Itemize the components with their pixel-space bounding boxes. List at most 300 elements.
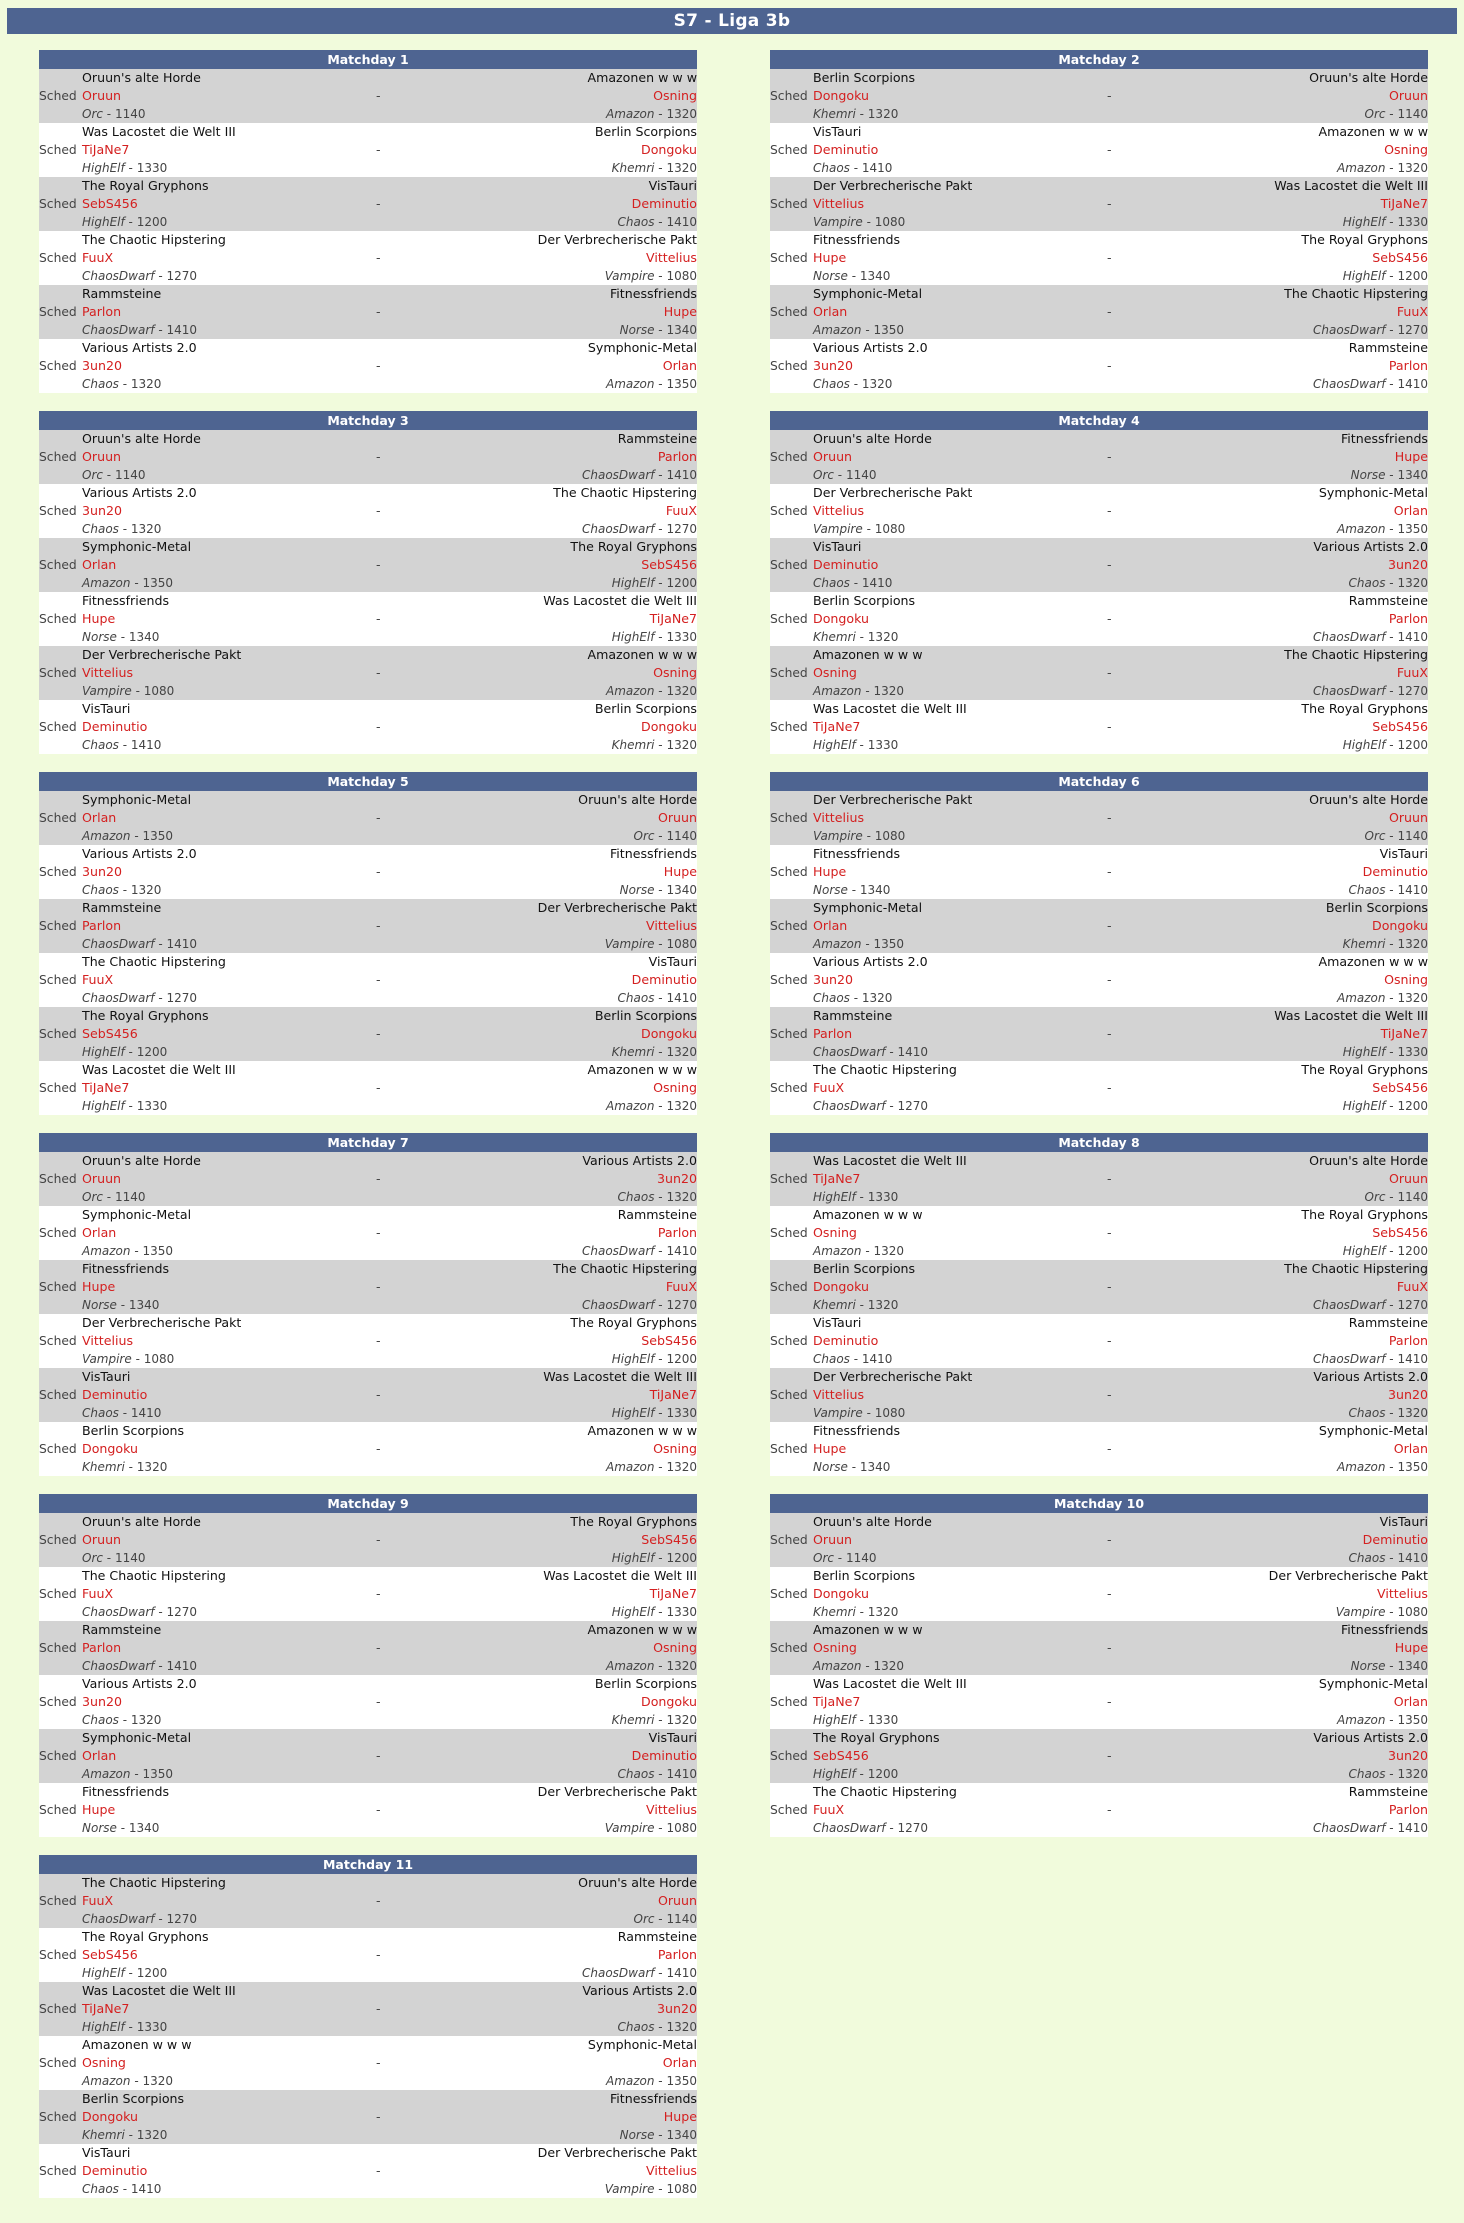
away-coach[interactable]: TiJaNe7	[649, 1387, 697, 1402]
sched-link[interactable]: Sched	[770, 89, 808, 103]
home-coach[interactable]: 3un20	[82, 864, 123, 879]
home-team-name[interactable]: Symphonic-Metal	[813, 286, 923, 301]
away-coach[interactable]: Oruun	[1388, 88, 1428, 103]
home-team-name[interactable]: Der Verbrecherische Pakt	[813, 485, 973, 500]
away-team-name[interactable]: VisTauri	[648, 1730, 697, 1745]
home-team-name[interactable]: Amazonen w w w	[813, 1622, 923, 1637]
home-team-name[interactable]: The Royal Gryphons	[82, 178, 209, 193]
home-coach[interactable]: Hupe	[813, 1441, 847, 1456]
away-team-name[interactable]: The Royal Gryphons	[570, 539, 697, 554]
home-team-name[interactable]: Berlin Scorpions	[813, 1568, 916, 1583]
sched-link[interactable]: Sched	[770, 1172, 808, 1186]
home-coach[interactable]: Dongoku	[813, 88, 869, 103]
away-coach[interactable]: Osning	[653, 1640, 697, 1655]
away-team-name[interactable]: Der Verbrecherische Pakt	[537, 900, 697, 915]
home-team-name[interactable]: Rammsteine	[82, 900, 162, 915]
away-coach[interactable]: Osning	[653, 665, 697, 680]
away-coach[interactable]: Hupe	[663, 864, 697, 879]
away-coach[interactable]: Orlan	[662, 2055, 697, 2070]
home-coach[interactable]: Osning	[813, 1225, 857, 1240]
away-coach[interactable]: Orlan	[1393, 1441, 1428, 1456]
home-coach[interactable]: 3un20	[82, 358, 123, 373]
home-team-name[interactable]: Amazonen w w w	[813, 647, 923, 662]
home-coach[interactable]: Vittelius	[82, 665, 134, 680]
away-team-name[interactable]: Berlin Scorpions	[594, 701, 697, 716]
home-coach[interactable]: TiJaNe7	[82, 2001, 130, 2016]
home-coach[interactable]: Orlan	[82, 1225, 117, 1240]
sched-link[interactable]: Sched	[770, 1388, 808, 1402]
home-team-name[interactable]: The Chaotic Hipstering	[82, 1875, 226, 1890]
home-coach[interactable]: Osning	[82, 2055, 126, 2070]
away-team-name[interactable]: Fitnessfriends	[1340, 431, 1428, 446]
home-team-name[interactable]: Der Verbrecherische Pakt	[813, 1369, 973, 1384]
sched-link[interactable]: Sched	[39, 305, 77, 319]
home-team-name[interactable]: Was Lacostet die Welt III	[82, 124, 236, 139]
home-coach[interactable]: Oruun	[813, 449, 853, 464]
home-team-name[interactable]: Berlin Scorpions	[813, 1261, 916, 1276]
home-coach[interactable]: FuuX	[82, 250, 114, 265]
away-coach[interactable]: Hupe	[663, 304, 697, 319]
sched-link[interactable]: Sched	[770, 1641, 808, 1655]
sched-link[interactable]: Sched	[770, 251, 808, 265]
away-team-name[interactable]: Rammsteine	[617, 1929, 697, 1944]
home-coach[interactable]: TiJaNe7	[813, 1694, 861, 1709]
away-coach[interactable]: Orlan	[1393, 1694, 1428, 1709]
home-coach[interactable]: SebS456	[82, 1947, 138, 1962]
sched-link[interactable]: Sched	[770, 1803, 808, 1817]
home-coach[interactable]: Oruun	[82, 1171, 122, 1186]
home-team-name[interactable]: Oruun's alte Horde	[82, 70, 201, 85]
home-coach[interactable]: 3un20	[813, 358, 854, 373]
home-coach[interactable]: Dongoku	[82, 1441, 138, 1456]
sched-link[interactable]: Sched	[39, 720, 77, 734]
sched-link[interactable]: Sched	[770, 1226, 808, 1240]
sched-link[interactable]: Sched	[39, 1749, 77, 1763]
home-team-name[interactable]: VisTauri	[82, 701, 131, 716]
away-coach[interactable]: Hupe	[663, 2109, 697, 2124]
home-coach[interactable]: Dongoku	[813, 1586, 869, 1601]
sched-link[interactable]: Sched	[39, 2056, 77, 2070]
sched-link[interactable]: Sched	[39, 359, 77, 373]
away-coach[interactable]: 3un20	[656, 1171, 697, 1186]
home-coach[interactable]: Parlon	[813, 1026, 853, 1041]
home-coach[interactable]: Hupe	[813, 250, 847, 265]
home-team-name[interactable]: Berlin Scorpions	[82, 2091, 185, 2106]
away-team-name[interactable]: Amazonen w w w	[587, 70, 697, 85]
sched-link[interactable]: Sched	[39, 1533, 77, 1547]
away-coach[interactable]: TiJaNe7	[1380, 1026, 1428, 1041]
away-team-name[interactable]: Amazonen w w w	[587, 1622, 697, 1637]
home-team-name[interactable]: Rammsteine	[82, 286, 162, 301]
away-team-name[interactable]: The Royal Gryphons	[1301, 1207, 1428, 1222]
sched-link[interactable]: Sched	[770, 1587, 808, 1601]
home-team-name[interactable]: Der Verbrecherische Pakt	[82, 1315, 242, 1330]
sched-link[interactable]: Sched	[39, 89, 77, 103]
away-coach[interactable]: TiJaNe7	[649, 611, 697, 626]
home-coach[interactable]: Parlon	[82, 918, 122, 933]
away-coach[interactable]: Dongoku	[1372, 918, 1428, 933]
away-coach[interactable]: Dongoku	[641, 719, 697, 734]
home-coach[interactable]: Dongoku	[813, 1279, 869, 1294]
away-coach[interactable]: 3un20	[656, 2001, 697, 2016]
away-team-name[interactable]: The Chaotic Hipstering	[1284, 286, 1428, 301]
home-team-name[interactable]: Fitnessfriends	[82, 593, 170, 608]
home-team-name[interactable]: Oruun's alte Horde	[82, 1153, 201, 1168]
sched-link[interactable]: Sched	[39, 450, 77, 464]
home-team-name[interactable]: Symphonic-Metal	[82, 792, 192, 807]
away-team-name[interactable]: Rammsteine	[1348, 340, 1428, 355]
home-coach[interactable]: Orlan	[813, 918, 848, 933]
sched-link[interactable]: Sched	[770, 612, 808, 626]
home-team-name[interactable]: Fitnessfriends	[82, 1784, 170, 1799]
home-team-name[interactable]: Symphonic-Metal	[813, 900, 923, 915]
home-team-name[interactable]: The Chaotic Hipstering	[813, 1784, 957, 1799]
away-team-name[interactable]: VisTauri	[648, 178, 697, 193]
home-coach[interactable]: 3un20	[813, 972, 854, 987]
away-coach[interactable]: Deminutio	[631, 196, 697, 211]
sched-link[interactable]: Sched	[770, 720, 808, 734]
sched-link[interactable]: Sched	[770, 450, 808, 464]
away-coach[interactable]: Vittelius	[645, 1802, 697, 1817]
home-team-name[interactable]: The Royal Gryphons	[82, 1008, 209, 1023]
home-team-name[interactable]: VisTauri	[813, 1315, 862, 1330]
home-team-name[interactable]: Various Artists 2.0	[813, 954, 928, 969]
sched-link[interactable]: Sched	[39, 1442, 77, 1456]
home-coach[interactable]: Vittelius	[813, 196, 865, 211]
home-team-name[interactable]: Was Lacostet die Welt III	[813, 701, 967, 716]
sched-link[interactable]: Sched	[39, 1587, 77, 1601]
away-team-name[interactable]: Rammsteine	[1348, 1784, 1428, 1799]
home-coach[interactable]: Vittelius	[82, 1333, 134, 1348]
sched-link[interactable]: Sched	[39, 811, 77, 825]
sched-link[interactable]: Sched	[39, 251, 77, 265]
away-coach[interactable]: FuuX	[665, 1279, 697, 1294]
home-coach[interactable]: TiJaNe7	[813, 1171, 861, 1186]
away-team-name[interactable]: VisTauri	[1379, 1514, 1428, 1529]
sched-link[interactable]: Sched	[770, 1081, 808, 1095]
away-team-name[interactable]: The Chaotic Hipstering	[1284, 647, 1428, 662]
away-coach[interactable]: Dongoku	[641, 1026, 697, 1041]
away-team-name[interactable]: Fitnessfriends	[609, 2091, 697, 2106]
away-team-name[interactable]: Was Lacostet die Welt III	[1274, 178, 1428, 193]
away-team-name[interactable]: Symphonic-Metal	[587, 2037, 697, 2052]
away-team-name[interactable]: Amazonen w w w	[1318, 954, 1428, 969]
home-team-name[interactable]: VisTauri	[813, 124, 862, 139]
home-coach[interactable]: Vittelius	[813, 503, 865, 518]
sched-link[interactable]: Sched	[39, 1226, 77, 1240]
home-coach[interactable]: Parlon	[82, 304, 122, 319]
sched-link[interactable]: Sched	[39, 1334, 77, 1348]
home-coach[interactable]: Hupe	[813, 864, 847, 879]
home-team-name[interactable]: The Royal Gryphons	[813, 1730, 940, 1745]
sched-link[interactable]: Sched	[770, 811, 808, 825]
home-coach[interactable]: Orlan	[82, 557, 117, 572]
home-team-name[interactable]: The Royal Gryphons	[82, 1929, 209, 1944]
home-team-name[interactable]: Der Verbrecherische Pakt	[813, 792, 973, 807]
home-team-name[interactable]: Berlin Scorpions	[813, 593, 916, 608]
sched-link[interactable]: Sched	[39, 2164, 77, 2178]
away-coach[interactable]: Parlon	[657, 449, 697, 464]
home-team-name[interactable]: Amazonen w w w	[813, 1207, 923, 1222]
sched-link[interactable]: Sched	[770, 359, 808, 373]
away-team-name[interactable]: Berlin Scorpions	[594, 1008, 697, 1023]
home-coach[interactable]: Hupe	[82, 1802, 116, 1817]
away-team-name[interactable]: Symphonic-Metal	[1318, 485, 1428, 500]
home-team-name[interactable]: Oruun's alte Horde	[82, 431, 201, 446]
sched-link[interactable]: Sched	[770, 865, 808, 879]
away-coach[interactable]: Vittelius	[1376, 1586, 1428, 1601]
home-team-name[interactable]: The Chaotic Hipstering	[82, 954, 226, 969]
home-team-name[interactable]: Various Artists 2.0	[82, 485, 197, 500]
home-team-name[interactable]: VisTauri	[82, 2145, 131, 2160]
home-coach[interactable]: Hupe	[82, 611, 116, 626]
away-coach[interactable]: Oruun	[1388, 810, 1428, 825]
away-coach[interactable]: SebS456	[1372, 1225, 1428, 1240]
away-coach[interactable]: FuuX	[1396, 304, 1428, 319]
sched-link[interactable]: Sched	[39, 2110, 77, 2124]
home-coach[interactable]: Parlon	[82, 1640, 122, 1655]
away-coach[interactable]: FuuX	[665, 503, 697, 518]
home-team-name[interactable]: The Chaotic Hipstering	[82, 232, 226, 247]
home-team-name[interactable]: Der Verbrecherische Pakt	[813, 178, 973, 193]
sched-link[interactable]: Sched	[39, 2002, 77, 2016]
away-team-name[interactable]: Oruun's alte Horde	[1309, 792, 1428, 807]
sched-link[interactable]: Sched	[39, 1894, 77, 1908]
away-team-name[interactable]: Rammsteine	[617, 1207, 697, 1222]
home-coach[interactable]: 3un20	[82, 503, 123, 518]
away-team-name[interactable]: Der Verbrecherische Pakt	[537, 2145, 697, 2160]
away-coach[interactable]: Osning	[653, 1441, 697, 1456]
sched-link[interactable]: Sched	[39, 558, 77, 572]
home-team-name[interactable]: Rammsteine	[82, 1622, 162, 1637]
home-coach[interactable]: TiJaNe7	[82, 142, 130, 157]
away-coach[interactable]: Parlon	[657, 1225, 697, 1240]
home-coach[interactable]: Osning	[813, 665, 857, 680]
home-team-name[interactable]: Fitnessfriends	[813, 1423, 901, 1438]
away-coach[interactable]: Hupe	[1394, 1640, 1428, 1655]
away-team-name[interactable]: The Royal Gryphons	[1301, 232, 1428, 247]
away-team-name[interactable]: Various Artists 2.0	[1313, 539, 1428, 554]
away-team-name[interactable]: Oruun's alte Horde	[578, 1875, 697, 1890]
away-team-name[interactable]: Oruun's alte Horde	[1309, 70, 1428, 85]
home-coach[interactable]: Deminutio	[813, 142, 879, 157]
home-coach[interactable]: Dongoku	[82, 2109, 138, 2124]
away-coach[interactable]: Deminutio	[1362, 1532, 1428, 1547]
home-team-name[interactable]: Was Lacostet die Welt III	[813, 1676, 967, 1691]
sched-link[interactable]: Sched	[770, 558, 808, 572]
sched-link[interactable]: Sched	[770, 1280, 808, 1294]
sched-link[interactable]: Sched	[39, 143, 77, 157]
home-coach[interactable]: FuuX	[82, 1893, 114, 1908]
home-team-name[interactable]: Symphonic-Metal	[82, 539, 192, 554]
sched-link[interactable]: Sched	[770, 919, 808, 933]
home-coach[interactable]: Oruun	[82, 449, 122, 464]
away-coach[interactable]: SebS456	[641, 557, 697, 572]
away-team-name[interactable]: Oruun's alte Horde	[578, 792, 697, 807]
away-team-name[interactable]: The Chaotic Hipstering	[553, 1261, 697, 1276]
home-team-name[interactable]: The Chaotic Hipstering	[813, 1062, 957, 1077]
away-team-name[interactable]: Symphonic-Metal	[1318, 1423, 1428, 1438]
sched-link[interactable]: Sched	[770, 143, 808, 157]
home-team-name[interactable]: Various Artists 2.0	[82, 846, 197, 861]
sched-link[interactable]: Sched	[770, 1334, 808, 1348]
home-coach[interactable]: Oruun	[82, 88, 122, 103]
away-coach[interactable]: Dongoku	[641, 142, 697, 157]
sched-link[interactable]: Sched	[770, 197, 808, 211]
away-coach[interactable]: Vittelius	[645, 2163, 697, 2178]
sched-link[interactable]: Sched	[770, 1695, 808, 1709]
away-team-name[interactable]: Various Artists 2.0	[582, 1983, 697, 1998]
away-coach[interactable]: Orlan	[1393, 503, 1428, 518]
home-coach[interactable]: SebS456	[82, 196, 138, 211]
home-team-name[interactable]: Oruun's alte Horde	[813, 1514, 932, 1529]
away-team-name[interactable]: Fitnessfriends	[609, 286, 697, 301]
away-coach[interactable]: Vittelius	[645, 250, 697, 265]
home-team-name[interactable]: Amazonen w w w	[82, 2037, 192, 2052]
away-team-name[interactable]: Berlin Scorpions	[1325, 900, 1428, 915]
sched-link[interactable]: Sched	[39, 1948, 77, 1962]
sched-link[interactable]: Sched	[39, 612, 77, 626]
away-coach[interactable]: SebS456	[641, 1333, 697, 1348]
sched-link[interactable]: Sched	[39, 865, 77, 879]
away-coach[interactable]: Osning	[1384, 142, 1428, 157]
sched-link[interactable]: Sched	[770, 1027, 808, 1041]
away-team-name[interactable]: Symphonic-Metal	[587, 340, 697, 355]
home-coach[interactable]: SebS456	[82, 1026, 138, 1041]
home-coach[interactable]: Dongoku	[813, 611, 869, 626]
away-team-name[interactable]: Various Artists 2.0	[1313, 1730, 1428, 1745]
away-team-name[interactable]: The Chaotic Hipstering	[553, 485, 697, 500]
home-coach[interactable]: Deminutio	[813, 1333, 879, 1348]
home-coach[interactable]: Deminutio	[82, 2163, 148, 2178]
home-coach[interactable]: SebS456	[813, 1748, 869, 1763]
away-team-name[interactable]: Berlin Scorpions	[594, 124, 697, 139]
away-coach[interactable]: Oruun	[657, 1893, 697, 1908]
home-team-name[interactable]: Was Lacostet die Welt III	[82, 1062, 236, 1077]
home-coach[interactable]: FuuX	[82, 1586, 114, 1601]
away-team-name[interactable]: The Royal Gryphons	[1301, 701, 1428, 716]
away-team-name[interactable]: Fitnessfriends	[1340, 1622, 1428, 1637]
sched-link[interactable]: Sched	[39, 1172, 77, 1186]
away-coach[interactable]: Orlan	[662, 358, 697, 373]
home-coach[interactable]: FuuX	[813, 1802, 845, 1817]
away-team-name[interactable]: Der Verbrecherische Pakt	[537, 1784, 697, 1799]
home-coach[interactable]: Vittelius	[813, 810, 865, 825]
away-coach[interactable]: SebS456	[1372, 1080, 1428, 1095]
away-coach[interactable]: Hupe	[1394, 449, 1428, 464]
away-team-name[interactable]: Amazonen w w w	[587, 1062, 697, 1077]
sched-link[interactable]: Sched	[770, 1442, 808, 1456]
home-coach[interactable]: Vittelius	[813, 1387, 865, 1402]
home-team-name[interactable]: Various Artists 2.0	[813, 340, 928, 355]
home-coach[interactable]: Hupe	[82, 1279, 116, 1294]
away-team-name[interactable]: Rammsteine	[617, 431, 697, 446]
home-team-name[interactable]: Der Verbrecherische Pakt	[82, 647, 242, 662]
home-team-name[interactable]: Fitnessfriends	[813, 846, 901, 861]
home-team-name[interactable]: Symphonic-Metal	[82, 1730, 192, 1745]
away-team-name[interactable]: Fitnessfriends	[609, 846, 697, 861]
away-team-name[interactable]: Der Verbrecherische Pakt	[537, 232, 697, 247]
away-coach[interactable]: Dongoku	[641, 1694, 697, 1709]
home-coach[interactable]: Deminutio	[82, 1387, 148, 1402]
away-coach[interactable]: TiJaNe7	[1380, 196, 1428, 211]
away-team-name[interactable]: Rammsteine	[1348, 593, 1428, 608]
away-team-name[interactable]: Was Lacostet die Welt III	[543, 1369, 697, 1384]
away-team-name[interactable]: Was Lacostet die Welt III	[543, 593, 697, 608]
away-team-name[interactable]: Was Lacostet die Welt III	[543, 1568, 697, 1583]
home-team-name[interactable]: Fitnessfriends	[82, 1261, 170, 1276]
sched-link[interactable]: Sched	[39, 1803, 77, 1817]
sched-link[interactable]: Sched	[39, 1641, 77, 1655]
sched-link[interactable]: Sched	[39, 973, 77, 987]
home-team-name[interactable]: Various Artists 2.0	[82, 340, 197, 355]
sched-link[interactable]: Sched	[39, 1027, 77, 1041]
home-team-name[interactable]: Symphonic-Metal	[82, 1207, 192, 1222]
home-team-name[interactable]: VisTauri	[82, 1369, 131, 1384]
away-team-name[interactable]: Was Lacostet die Welt III	[1274, 1008, 1428, 1023]
sched-link[interactable]: Sched	[39, 1695, 77, 1709]
sched-link[interactable]: Sched	[39, 919, 77, 933]
home-team-name[interactable]: Rammsteine	[813, 1008, 893, 1023]
away-coach[interactable]: SebS456	[641, 1532, 697, 1547]
home-coach[interactable]: TiJaNe7	[813, 719, 861, 734]
sched-link[interactable]: Sched	[39, 1081, 77, 1095]
away-coach[interactable]: Deminutio	[631, 972, 697, 987]
away-coach[interactable]: TiJaNe7	[649, 1586, 697, 1601]
away-team-name[interactable]: Der Verbrecherische Pakt	[1268, 1568, 1428, 1583]
away-team-name[interactable]: The Royal Gryphons	[570, 1514, 697, 1529]
home-coach[interactable]: Osning	[813, 1640, 857, 1655]
home-coach[interactable]: Orlan	[82, 810, 117, 825]
away-coach[interactable]: Oruun	[657, 810, 697, 825]
sched-link[interactable]: Sched	[770, 1749, 808, 1763]
home-team-name[interactable]: Oruun's alte Horde	[82, 1514, 201, 1529]
home-team-name[interactable]: Was Lacostet die Welt III	[82, 1983, 236, 1998]
home-coach[interactable]: Deminutio	[813, 557, 879, 572]
sched-link[interactable]: Sched	[770, 666, 808, 680]
home-coach[interactable]: FuuX	[813, 1080, 845, 1095]
home-team-name[interactable]: VisTauri	[813, 539, 862, 554]
away-coach[interactable]: 3un20	[1387, 1748, 1428, 1763]
away-team-name[interactable]: Various Artists 2.0	[582, 1153, 697, 1168]
home-team-name[interactable]: The Chaotic Hipstering	[82, 1568, 226, 1583]
away-team-name[interactable]: Rammsteine	[1348, 1315, 1428, 1330]
away-team-name[interactable]: VisTauri	[1379, 846, 1428, 861]
away-team-name[interactable]: Various Artists 2.0	[1313, 1369, 1428, 1384]
away-coach[interactable]: FuuX	[1396, 1279, 1428, 1294]
away-team-name[interactable]: The Royal Gryphons	[1301, 1062, 1428, 1077]
away-coach[interactable]: Parlon	[1388, 1802, 1428, 1817]
home-coach[interactable]: Orlan	[813, 304, 848, 319]
home-coach[interactable]: TiJaNe7	[82, 1080, 130, 1095]
away-coach[interactable]: SebS456	[1372, 719, 1428, 734]
away-team-name[interactable]: Berlin Scorpions	[594, 1676, 697, 1691]
sched-link[interactable]: Sched	[39, 1280, 77, 1294]
away-coach[interactable]: Oruun	[1388, 1171, 1428, 1186]
away-team-name[interactable]: Amazonen w w w	[587, 1423, 697, 1438]
away-coach[interactable]: Parlon	[1388, 611, 1428, 626]
home-coach[interactable]: FuuX	[82, 972, 114, 987]
home-team-name[interactable]: Berlin Scorpions	[82, 1423, 185, 1438]
home-coach[interactable]: Deminutio	[82, 719, 148, 734]
away-team-name[interactable]: Amazonen w w w	[1318, 124, 1428, 139]
away-team-name[interactable]: VisTauri	[648, 954, 697, 969]
away-coach[interactable]: Osning	[653, 1080, 697, 1095]
away-coach[interactable]: Vittelius	[645, 918, 697, 933]
home-coach[interactable]: Oruun	[82, 1532, 122, 1547]
home-team-name[interactable]: Fitnessfriends	[813, 232, 901, 247]
sched-link[interactable]: Sched	[770, 504, 808, 518]
